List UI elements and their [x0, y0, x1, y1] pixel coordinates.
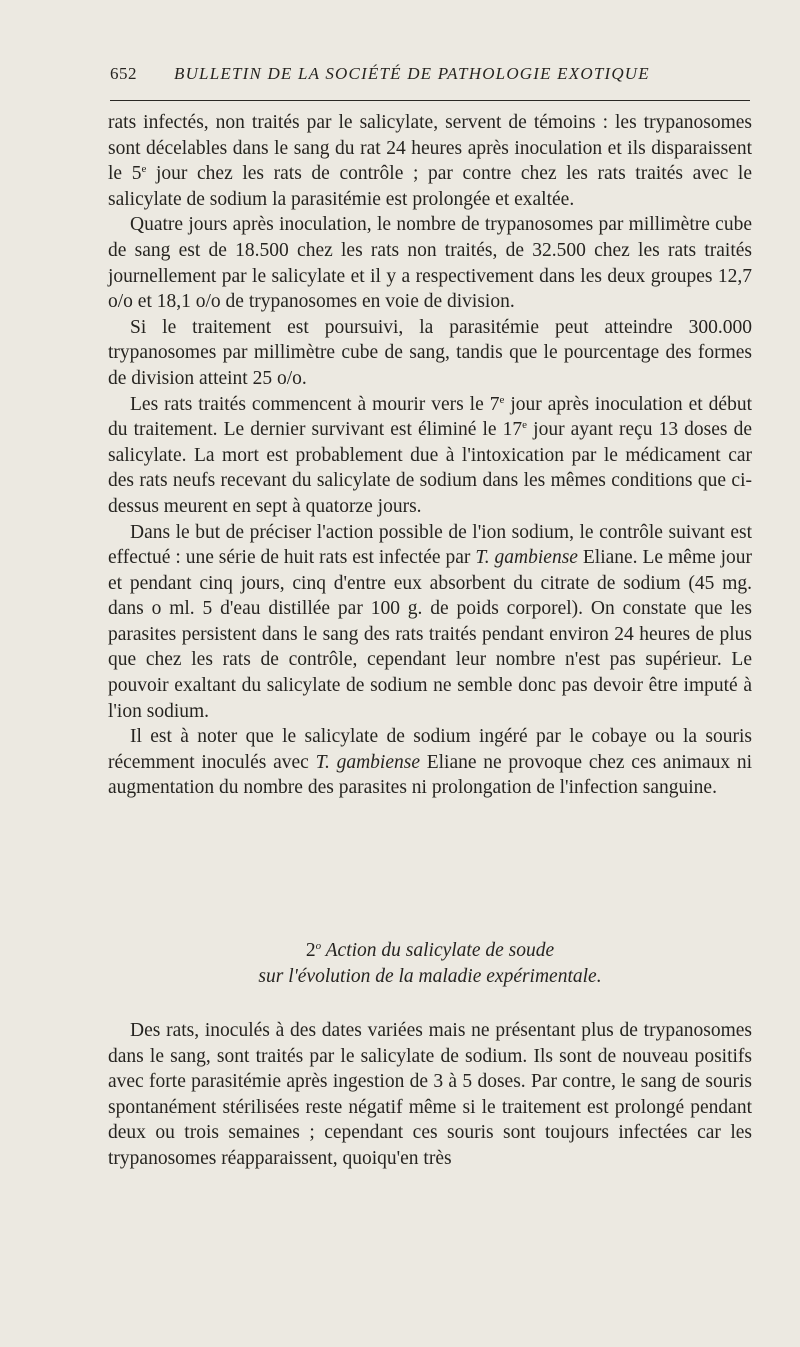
text-run: jour ayant reçu 13 doses de salicylate. La mort est probablement due à l'intoxication par le médicament car des rats neufs recevant du salicylate de sodium dans les mêmes conditions que ci-dessus meurent en sept à quatorze jours. [108, 419, 752, 517]
section-heading [108, 938, 752, 989]
paragraph: Si le traitement est poursuivi, la parasitémie peut atteindre 300.000 trypanosomes par millimètre cube de sang, tandis que le pourcentage des formes de division atteint 25 o/o. [108, 316, 752, 389]
superscript: e [522, 419, 528, 432]
text-run: Eliane. Le même jour et pendant cinq jours, cinq d'entre eux absorbent du citrate de sodium (45 mg. dans o ml. 5 d'eau distillée par 100 g. de poids corporel). On constate que les parasites persistent dans le sang des rats traités pendant environ 24 heures de plus que chez les rats de contrôle, cependant leur nombre n'est pas supérieur. Le pouvoir exaltant du salicylate de sodium ne semble donc pas devoir être imputé à l'ion sodium. [108, 547, 752, 722]
page-header [110, 64, 750, 88]
section-number: 2 [305, 940, 316, 961]
paragraph [108, 392, 752, 520]
paragraph [108, 520, 752, 725]
text-run: Dans le but de préciser l'action possible de l'ion sodium, le contrôle suivant est effectué : une série de huit rats est infectée par [108, 521, 752, 569]
header-rule [110, 100, 750, 101]
paragraph [108, 724, 752, 801]
running-title: BULLETIN DE LA SOCIÉTÉ DE PATHOLOGIE EXOTIQUE [174, 64, 650, 83]
text-run: rats infectés, non traités par le salicylate, servent de témoins : les trypanosomes sont décelables dans le sang du rat 24 heures après inoculation et ils disparaissent le 5 [108, 112, 752, 185]
paragraph: Des rats, inoculés à des dates variées mais ne présentant plus de trypanosomes dans le sang, sont traités par le salicylate de sodium. Ils sont de nouveau positifs avec forte parasitémie après ingestion de 3 à 5 doses. Par contre, le sang de souris spontanément stérilisées reste négatif même si le traitement est prolongé pendant deux ou trois semaines ; cependant ces souris sont toujours infectées car les trypanosomes réapparaissent, quoiqu'en très [108, 1020, 752, 1169]
text-run: Les rats traités commencent à mourir vers le 7 [130, 393, 500, 415]
page-number: 652 [110, 64, 137, 83]
section-title-text: Action du salicylate de soude [325, 940, 555, 961]
species-name: T. gambiense [475, 547, 578, 569]
superscript: e [499, 393, 505, 406]
paragraph-continuation [108, 110, 752, 212]
text-run: jour après inoculation et début du traitement. Le dernier survivant est éliminé le 17 [108, 393, 752, 441]
superscript: e [141, 163, 147, 176]
text-run: Eliane ne provoque chez ces animaux ni augmentation du nombre des parasites ni prolongation de l'infection sanguine. [108, 751, 752, 799]
main-text [108, 110, 752, 801]
species-name: T. gambiense [315, 751, 420, 773]
text-run: Il est à noter que le salicylate de sodium ingéré par le cobaye ou la souris récemment inoculés avec [108, 726, 752, 773]
section-text [108, 1018, 752, 1172]
section-heading-line-1 [108, 938, 752, 964]
text-run: jour chez les rats de contrôle ; par contre chez les rats traités avec le salicylate de sodium la parasitémie est prolongée et exaltée. [108, 163, 752, 210]
paragraph: Quatre jours après inoculation, le nombre de trypanosomes par millimètre cube de sang est de 18.500 chez les rats non traités, de 32.500 chez les rats traités journellement par le salicylate et il y a respectivement dans les deux groupes 12,7 o/o et 18,1 o/o de trypanosomes en voie de division. [108, 214, 752, 313]
superscript: o [315, 940, 322, 952]
section-heading-line-2: sur l'évolution de la maladie expérimentale. [258, 965, 602, 987]
